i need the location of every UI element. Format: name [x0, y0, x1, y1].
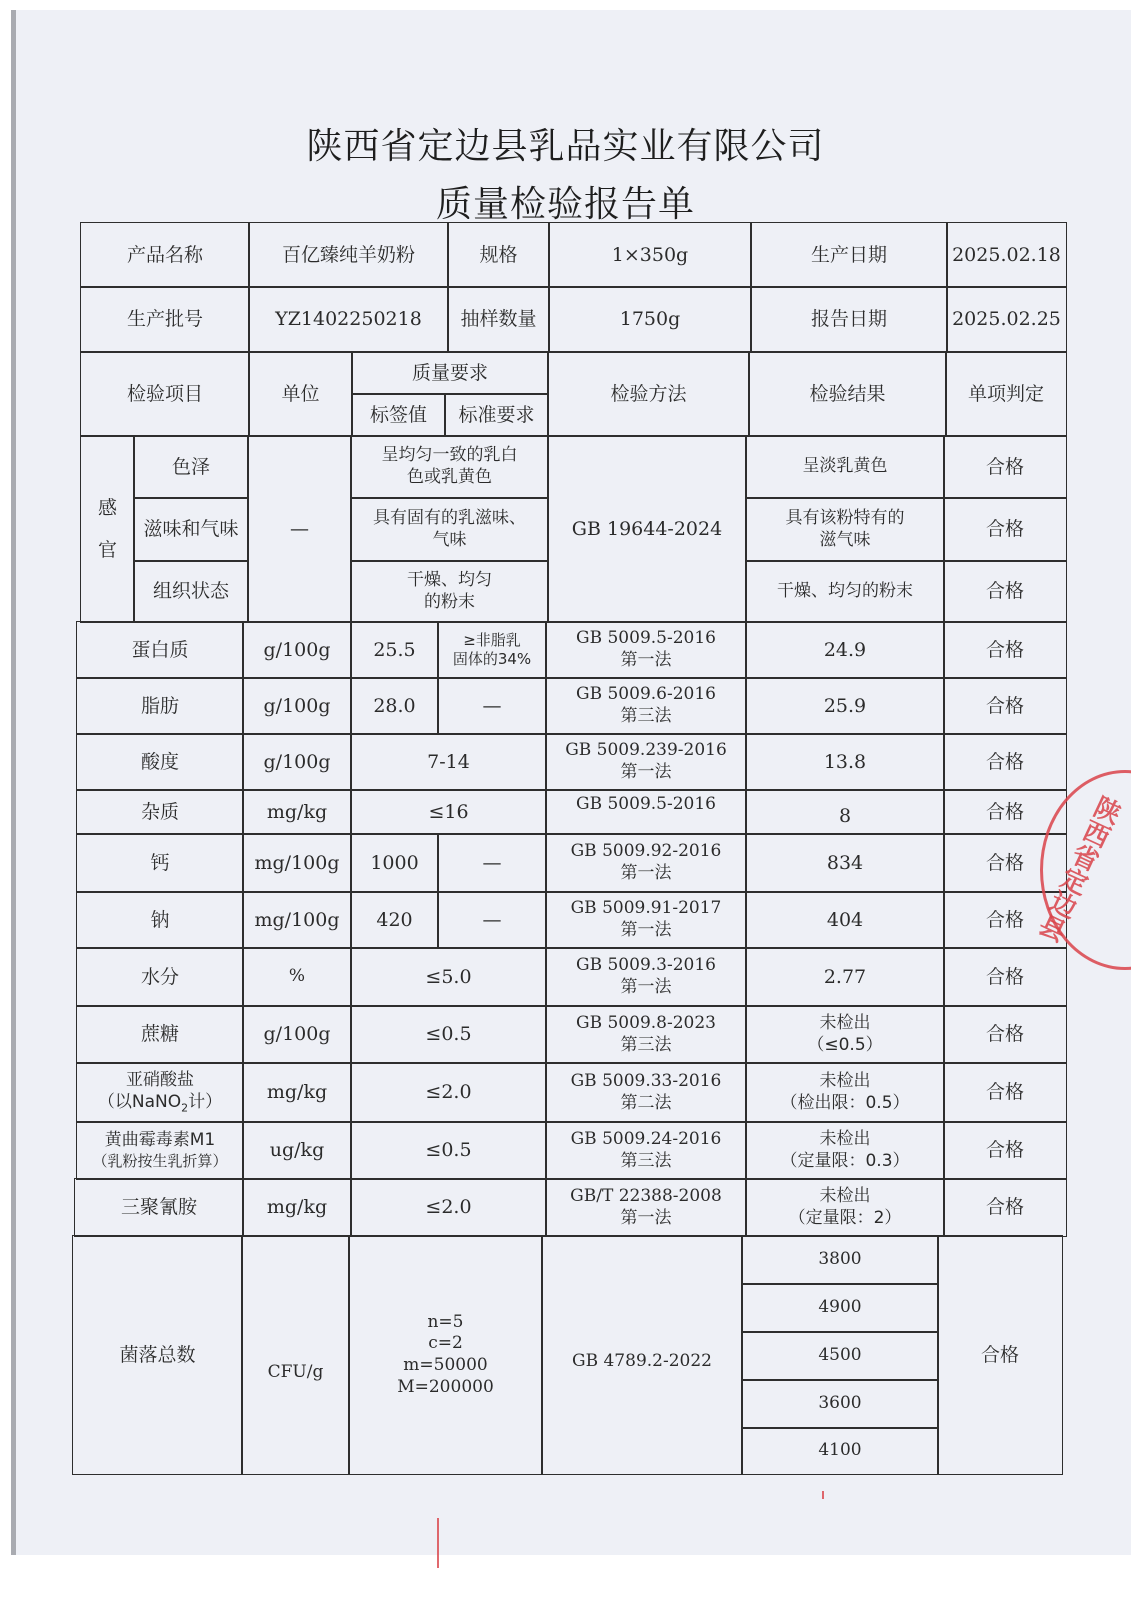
row-sodium-standard: — [437, 891, 547, 949]
sensory-req-taste: 具有固有的乳滋味、 气味 [350, 497, 549, 562]
row-moisture-requirement: ≤5.0 [350, 947, 547, 1007]
microbe-result-4: 3600 [741, 1379, 939, 1429]
production-date-value: 2025.02.18 [946, 222, 1067, 288]
row-fat-unit: g/100g [242, 677, 352, 735]
row-calcium-method: GB 5009.92-2016 第一法 [545, 833, 747, 893]
sensory-item-texture: 组织状态 [133, 560, 249, 623]
spec-label: 规格 [447, 222, 550, 288]
row-impurity-method: GB 5009.5-2016 [545, 789, 747, 835]
row-sodium-method: GB 5009.91-2017 第一法 [545, 891, 747, 949]
col-result: 检验结果 [748, 351, 947, 437]
row-calcium-standard: — [437, 833, 547, 893]
col-item: 检验项目 [80, 351, 250, 437]
row-acidity-method: GB 5009.239-2016 第一法 [545, 733, 747, 791]
report-title: 质量检验报告单 [435, 184, 695, 225]
microbe-item: 菌落总数 [72, 1235, 243, 1475]
product-name-value: 百亿臻纯羊奶粉 [248, 222, 449, 288]
sensory-unit: — [247, 435, 352, 623]
row-fat-label-value: 28.0 [350, 677, 439, 735]
row-protein-unit: g/100g [242, 621, 352, 679]
row-sucrose-item: 蔗糖 [76, 1005, 244, 1064]
col-method: 检验方法 [547, 351, 750, 437]
row-nitrite-method: GB 5009.33-2016 第二法 [545, 1062, 747, 1123]
row-melamine-item: 三聚氰胺 [74, 1178, 244, 1237]
company-name: 陕西省定边县乳品实业有限公司 [306, 126, 825, 167]
row-melamine-result: 未检出 （定量限：2） [745, 1178, 945, 1237]
row-moisture-result: 2.77 [745, 947, 945, 1007]
row-aflatoxin-unit: ug/kg [242, 1121, 352, 1180]
row-nitrite-requirement: ≤2.0 [350, 1062, 547, 1123]
sensory-req-texture: 干燥、均匀 的粉末 [350, 560, 549, 623]
sensory-item-color: 色泽 [133, 435, 249, 499]
microbe-verdict: 合格 [937, 1235, 1063, 1475]
row-calcium-result: 834 [745, 833, 945, 893]
row-sodium-unit: mg/100g [242, 891, 352, 949]
report-date-label: 报告日期 [750, 286, 948, 353]
row-impurity-result: 8 [745, 789, 945, 835]
company-seal-text: 陕西省定边县 [1031, 790, 1125, 945]
row-fat-result: 25.9 [745, 677, 945, 735]
row-moisture-unit: % [242, 947, 352, 1007]
row-sucrose-verdict: 合格 [943, 1005, 1067, 1064]
row-moisture-item: 水分 [76, 947, 244, 1007]
spec-value: 1×350g [548, 222, 752, 288]
row-protein-verdict: 合格 [943, 621, 1067, 679]
sensory-result-texture: 干燥、均匀的粉末 [745, 560, 945, 623]
row-calcium-verdict: 合格 [943, 833, 1067, 893]
microbe-unit: CFU/g [241, 1235, 350, 1475]
row-sodium-verdict: 合格 [943, 891, 1067, 949]
microbe-result-2: 4900 [741, 1283, 939, 1333]
sensory-verdict-texture: 合格 [943, 560, 1067, 623]
sensory-group-label: 感 官 [80, 435, 135, 623]
sensory-verdict-color: 合格 [943, 435, 1067, 499]
row-acidity-requirement: 7-14 [350, 733, 547, 791]
row-impurity-unit: mg/kg [242, 789, 352, 835]
row-calcium-unit: mg/100g [242, 833, 352, 893]
product-name-label: 产品名称 [80, 222, 250, 288]
sensory-result-taste: 具有该粉特有的 滋气味 [745, 497, 945, 562]
ink-mark [437, 1518, 439, 1568]
row-melamine-unit: mg/kg [242, 1178, 352, 1237]
col-unit: 单位 [248, 351, 353, 437]
batch-label: 生产批号 [80, 286, 250, 353]
row-impurity-verdict: 合格 [943, 789, 1067, 835]
row-protein-result: 24.9 [745, 621, 945, 679]
row-aflatoxin-item: 黄曲霉毒素M1 （乳粉按生乳折算） [76, 1121, 244, 1180]
row-moisture-method: GB 5009.3-2016 第一法 [545, 947, 747, 1007]
row-impurity-requirement: ≤16 [350, 789, 547, 835]
row-sodium-item: 钠 [76, 891, 244, 949]
row-aflatoxin-result: 未检出 （定量限：0.3） [745, 1121, 945, 1180]
row-calcium-item: 钙 [76, 833, 244, 893]
row-sodium-result: 404 [745, 891, 945, 949]
row-fat-item: 脂肪 [76, 677, 244, 735]
row-fat-verdict: 合格 [943, 677, 1067, 735]
row-protein-method: GB 5009.5-2016 第一法 [545, 621, 747, 679]
row-protein-standard: ≥非脂乳 固体的34% [437, 621, 547, 679]
ink-mark [822, 1491, 824, 1499]
row-calcium-label-value: 1000 [350, 833, 439, 893]
row-protein-label-value: 25.5 [350, 621, 439, 679]
microbe-requirement: n=5 c=2 m=50000 M=200000 [348, 1235, 543, 1475]
row-melamine-verdict: 合格 [943, 1178, 1067, 1237]
row-sucrose-result: 未检出 （≤0.5） [745, 1005, 945, 1064]
sample-qty-value: 1750g [548, 286, 752, 353]
sensory-verdict-taste: 合格 [943, 497, 1067, 562]
sensory-method: GB 19644-2024 [547, 435, 747, 623]
row-acidity-item: 酸度 [76, 733, 244, 791]
row-sucrose-unit: g/100g [242, 1005, 352, 1064]
row-melamine-method: GB/T 22388-2008 第一法 [545, 1178, 747, 1237]
row-impurity-item: 杂质 [76, 789, 244, 835]
row-moisture-verdict: 合格 [943, 947, 1067, 1007]
batch-value: YZ1402250218 [248, 286, 449, 353]
row-acidity-verdict: 合格 [943, 733, 1067, 791]
microbe-result-3: 4500 [741, 1331, 939, 1381]
microbe-method: GB 4789.2-2022 [541, 1235, 743, 1475]
row-aflatoxin-verdict: 合格 [943, 1121, 1067, 1180]
microbe-result-1: 3800 [741, 1235, 939, 1285]
row-fat-method: GB 5009.6-2016 第三法 [545, 677, 747, 735]
col-verdict: 单项判定 [945, 351, 1067, 437]
row-aflatoxin-method: GB 5009.24-2016 第三法 [545, 1121, 747, 1180]
production-date-label: 生产日期 [750, 222, 948, 288]
col-quality-req: 质量要求 [351, 351, 549, 395]
sensory-item-taste: 滋味和气味 [133, 497, 249, 562]
row-protein-item: 蛋白质 [76, 621, 244, 679]
sensory-req-color: 呈均匀一致的乳白 色或乳黄色 [350, 435, 549, 499]
row-fat-standard: — [437, 677, 547, 735]
row-nitrite-result: 未检出 （检出限：0.5） [745, 1062, 945, 1123]
row-melamine-requirement: ≤2.0 [350, 1178, 547, 1237]
sample-qty-label: 抽样数量 [447, 286, 550, 353]
row-acidity-result: 13.8 [745, 733, 945, 791]
row-nitrite-verdict: 合格 [943, 1062, 1067, 1123]
row-acidity-unit: g/100g [242, 733, 352, 791]
row-nitrite-unit: mg/kg [242, 1062, 352, 1123]
report-date-value: 2025.02.25 [946, 286, 1067, 353]
sensory-result-color: 呈淡乳黄色 [745, 435, 945, 499]
col-standard-req: 标准要求 [444, 393, 549, 437]
row-nitrite-item: 亚硝酸盐 （以NaNO$_2$计） [76, 1062, 244, 1123]
row-sucrose-method: GB 5009.8-2023 第三法 [545, 1005, 747, 1064]
row-sodium-label-value: 420 [350, 891, 439, 949]
col-label-value: 标签值 [351, 393, 446, 437]
row-sucrose-requirement: ≤0.5 [350, 1005, 547, 1064]
row-aflatoxin-requirement: ≤0.5 [350, 1121, 547, 1180]
microbe-result-5: 4100 [741, 1427, 939, 1475]
